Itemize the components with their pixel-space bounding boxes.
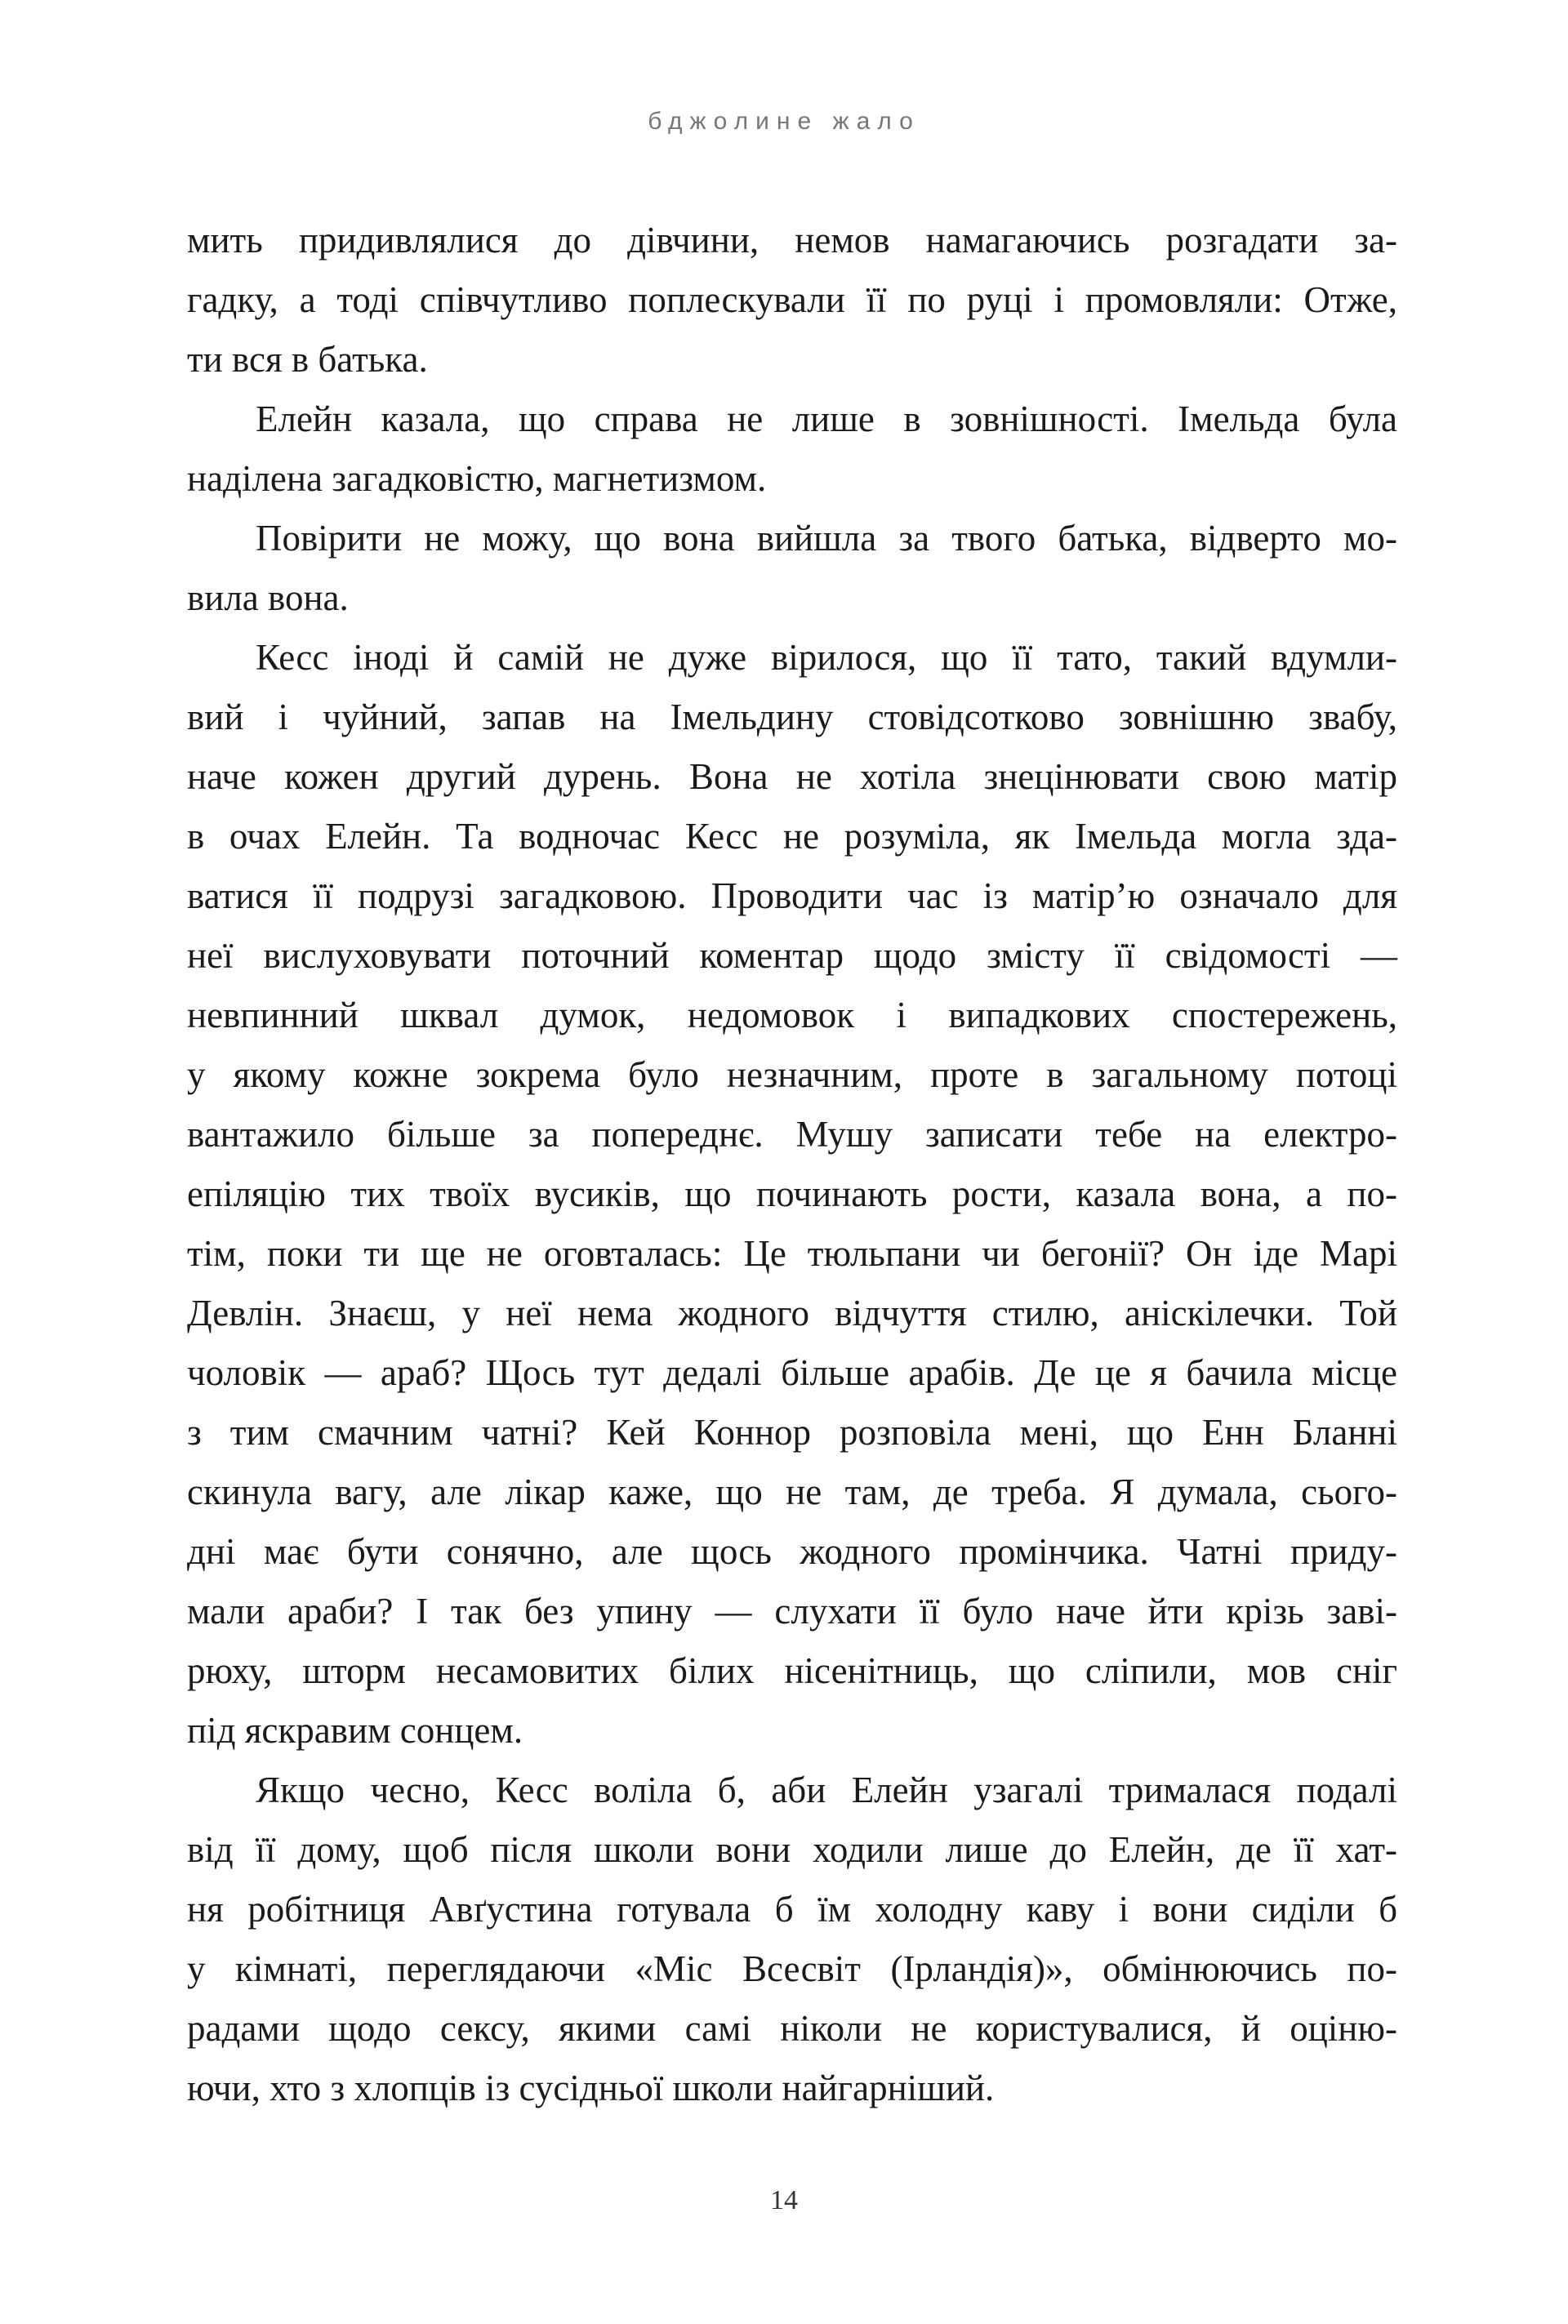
text-line: вантажило більше за попереднє. Мушу записати тебе на електро- — [187, 1114, 1397, 1155]
text-line: радами щодо сексу, якими самі ніколи не користувалися, й оціню- — [187, 2008, 1397, 2049]
text-line: наділена загадковістю, магнетизмом. — [187, 458, 767, 499]
text-line: Повірити не можу, що вона вийшла за твого батька, відверто мо- — [256, 518, 1397, 559]
page-number: 14 — [770, 2185, 798, 2215]
text-line: невпинний шквал думок, недомовок і випадкових спостережень, — [187, 995, 1397, 1035]
text-line: вий і чуйний, запав на Імельдину стовідсотково зовнішню звабу, — [187, 697, 1397, 737]
text-line: неї вислуховувати поточний коментар щодо змісту її свідомості — — [187, 935, 1397, 976]
text-line: Девлін. Знаєш, у неї нема жодного відчуття стилю, аніскілечки. Той — [187, 1293, 1397, 1333]
paragraph — [187, 211, 1397, 390]
text-line: ючи, хто з хлопців із сусідньої школи найгарніший. — [187, 2068, 995, 2108]
running-head: бджолине жало — [648, 108, 920, 135]
text-line: мали араби? І так без упину — слухати її було наче йти крізь заві- — [187, 1591, 1397, 1632]
text-line: Якщо чесно, Кесс воліла б, аби Елейн узагалі трималася подалі — [256, 1770, 1397, 1810]
text-line: від її дому, щоб після школи вони ходили лише до Елейн, де її хат- — [187, 1829, 1397, 1870]
text-line: гадку, а тоді співчутливо поплескували її по руці і промовляли: Отже, — [187, 279, 1397, 320]
text-line: під яскравим сонцем. — [187, 1710, 523, 1751]
text-line: в очах Елейн. Та водночас Кесс не розуміла, як Імельда могла зда- — [187, 816, 1397, 857]
text-line: епіляцію тих твоїх вусиків, що починають рости, казала вона, а по- — [187, 1173, 1397, 1214]
text-line: тім, поки ти ще не оговталась: Це тюльпани чи бегонії? Он іде Марі — [187, 1233, 1397, 1274]
text-line: ня робітниця Авґустина готувала б їм холодну каву і вони сиділи б — [187, 1889, 1397, 1930]
text-line: ти вся в батька. — [187, 339, 428, 380]
text-line: наче кожен другий дурень. Вона не хотіла знецінювати свою матір — [187, 756, 1397, 797]
paragraph — [187, 628, 1397, 1761]
text-line: чоловік — араб? Щось тут дедалі більше арабів. Де це я бачила місце — [187, 1352, 1397, 1393]
text-line: з тим смачним чатні? Кей Коннор розповіла мені, що Енн Бланні — [187, 1412, 1397, 1453]
text-line: вила вона. — [187, 577, 349, 618]
paragraph — [187, 1761, 1397, 2118]
text-line: у якому кожне зокрема було незначним, проте в загальному потоці — [187, 1054, 1397, 1095]
text-line: рюху, шторм несамовитих білих нісенітниць, що сліпили, мов сніг — [187, 1650, 1397, 1691]
text-line: Елейн казала, що справа не лише в зовнішності. Імельда була — [256, 398, 1397, 439]
text-line: скинула вагу, але лікар каже, що не там, де треба. Я думала, сього- — [187, 1471, 1397, 1512]
text-line: Кесс іноді й самій не дуже вірилося, що її тато, такий вдумли- — [256, 637, 1397, 678]
paragraph — [187, 509, 1397, 628]
text-line: мить придивлялися до дівчини, немов намагаючись розгадати за- — [187, 220, 1397, 260]
text-line: ватися її подрузі загадковою. Проводити час із матір’ю означало для — [187, 875, 1397, 916]
text-line: дні має бути сонячно, але щось жодного промінчика. Чатні приду- — [187, 1531, 1397, 1572]
paragraph — [187, 390, 1397, 509]
text-line: у кімнаті, переглядаючи «Міс Всесвіт (Ірландія)», обмінюючись по- — [187, 1948, 1397, 1989]
body-text — [187, 211, 1397, 2118]
